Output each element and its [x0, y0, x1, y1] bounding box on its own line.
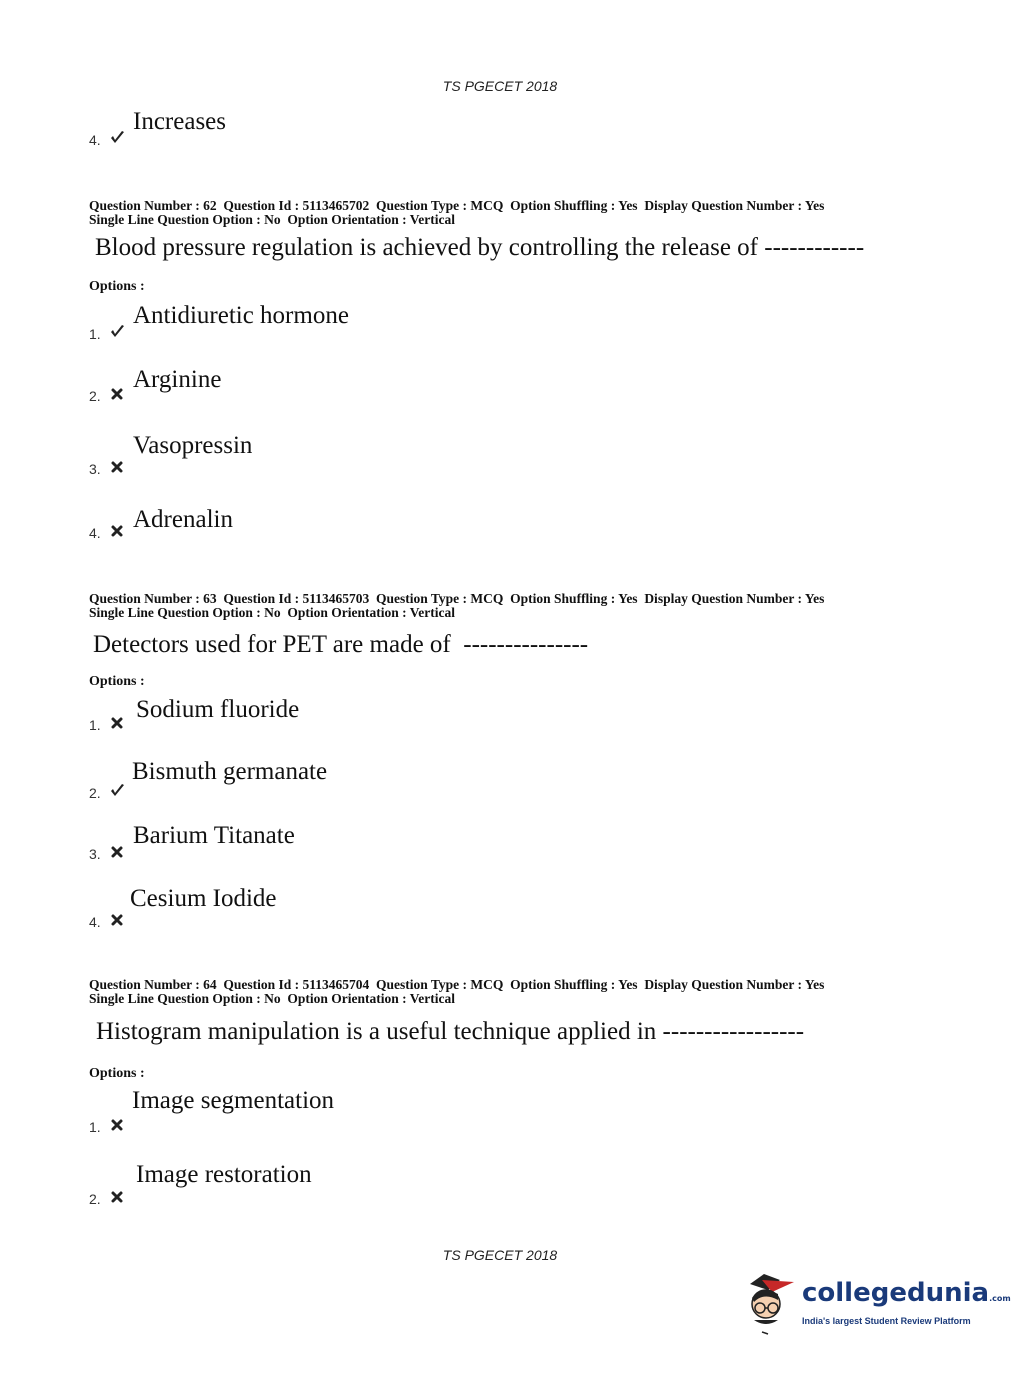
- option-number: 2.: [89, 1191, 101, 1207]
- option-item: [89, 364, 689, 404]
- cross-icon: [109, 715, 125, 731]
- option-text: Antidiuretic hormone: [133, 302, 349, 329]
- option-number: 4.: [89, 914, 101, 930]
- option-text: Bismuth germanate: [132, 758, 328, 785]
- option-text: Image restoration: [136, 1161, 312, 1188]
- option-item: [89, 1161, 689, 1207]
- logo-name-text: collegedunia: [802, 1278, 990, 1308]
- cross-icon: [109, 844, 125, 860]
- option-text: Cesium Iodide: [130, 885, 277, 912]
- logo-name: [802, 1278, 1011, 1308]
- cross-icon: [109, 1117, 125, 1133]
- cross-icon: [109, 459, 125, 475]
- page-header: TS PGECET 2018: [442, 78, 558, 94]
- option-item: [89, 432, 689, 477]
- option-text: Image segmentation: [132, 1087, 335, 1114]
- option-number: 1.: [89, 717, 101, 733]
- question-meta: [89, 199, 824, 227]
- question-meta: [89, 978, 824, 1006]
- option-item: [89, 885, 689, 930]
- check-icon: [109, 324, 125, 340]
- question-meta: [89, 592, 824, 620]
- option-number: 2.: [89, 785, 101, 801]
- mascot-icon: [742, 1270, 800, 1340]
- cross-icon: [109, 523, 125, 539]
- option-text: Increases: [133, 108, 226, 135]
- question-text: Detectors used for PET are made of ---------------: [93, 631, 589, 658]
- cross-icon: [109, 1189, 125, 1205]
- logo-tagline: India's largest Student Review Platform: [802, 1316, 971, 1326]
- question-meta-line2: Single Line Question Option : No Option Orientation : Vertical: [89, 212, 456, 227]
- cross-icon: [109, 386, 125, 402]
- option-number: 3.: [89, 461, 101, 477]
- question-meta-line1: Question Number : 62 Question Id : 5113465702 Question Type : MCQ Option Shuffling : Yes Display Question Number : Yes: [89, 198, 825, 213]
- option-item: [89, 758, 689, 801]
- check-icon: [109, 130, 125, 146]
- option-item: [89, 1087, 689, 1135]
- option-item: [89, 501, 689, 541]
- options-label: Options :: [89, 279, 145, 294]
- option-number: 1.: [89, 1119, 101, 1135]
- logo-suffix: .com: [989, 1294, 1011, 1303]
- option-text: Arginine: [133, 366, 222, 393]
- option-text: Barium Titanate: [133, 822, 295, 849]
- option-number: 3.: [89, 846, 101, 862]
- option-item: [89, 108, 689, 148]
- question-meta-line1: Question Number : 64 Question Id : 5113465704 Question Type : MCQ Option Shuffling : Yes Display Question Number : Yes: [89, 977, 825, 992]
- question-meta-line2: Single Line Question Option : No Option Orientation : Vertical: [89, 605, 456, 620]
- option-text: Vasopressin: [133, 432, 253, 459]
- question-meta-line2: Single Line Question Option : No Option Orientation : Vertical: [89, 991, 456, 1006]
- collegedunia-logo: [742, 1270, 1011, 1340]
- check-icon: [109, 783, 125, 799]
- option-number: 2.: [89, 388, 101, 404]
- option-item: [89, 822, 689, 862]
- cross-icon: [109, 912, 125, 928]
- question-text: Histogram manipulation is a useful technique applied in -----------------: [96, 1018, 805, 1045]
- option-item: [89, 302, 689, 342]
- option-number: 4.: [89, 132, 101, 148]
- option-number: 4.: [89, 525, 101, 541]
- question-text: Blood pressure regulation is achieved by controlling the release of ------------: [95, 234, 865, 261]
- option-item: [89, 693, 689, 733]
- option-number: 1.: [89, 326, 101, 342]
- question-meta-line1: Question Number : 63 Question Id : 5113465703 Question Type : MCQ Option Shuffling : Yes Display Question Number : Yes: [89, 591, 825, 606]
- options-label: Options :: [89, 674, 145, 689]
- options-label: Options :: [89, 1066, 145, 1081]
- option-text: Sodium fluoride: [136, 696, 300, 723]
- option-text: Adrenalin: [133, 506, 233, 533]
- page-footer: TS PGECET 2018: [442, 1247, 558, 1263]
